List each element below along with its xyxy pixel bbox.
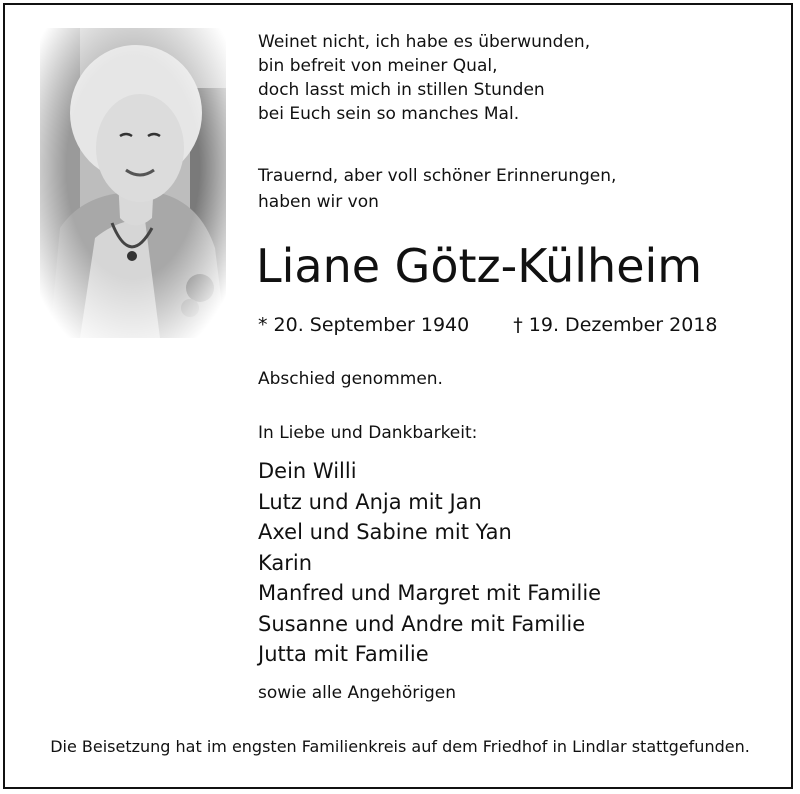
mourner-item: Dein Willi bbox=[258, 459, 357, 483]
intro-line: haben wir von bbox=[258, 192, 379, 212]
portrait-illustration bbox=[40, 28, 226, 338]
deceased-name: Liane Götz-Külheim bbox=[256, 239, 703, 293]
mourner-item: Lutz und Anja mit Jan bbox=[258, 489, 482, 514]
intro-text bbox=[258, 163, 616, 215]
burial-notice: Die Beisetzung hat im engsten Familienkreis auf dem Friedhof in Lindlar stattgefunden. bbox=[50, 737, 750, 756]
death-date: † 19. Dezember 2018 bbox=[513, 314, 718, 336]
mourner-item: Karin bbox=[258, 550, 313, 575]
gratitude-text: In Liebe und Dankbarkeit: bbox=[258, 423, 478, 443]
poem-line: doch lasst mich in stillen Stunden bbox=[258, 80, 545, 100]
mourner-item: Manfred und Margret mit Familie bbox=[258, 581, 602, 605]
life-dates bbox=[258, 312, 718, 338]
poem-line: bin befreit von meiner Qual, bbox=[258, 56, 498, 76]
intro-line: Trauernd, aber voll schöner Erinnerungen, bbox=[258, 166, 617, 186]
mourner-item: Jutta mit Familie bbox=[258, 642, 429, 666]
birth-date: * 20. September 1940 bbox=[258, 314, 470, 336]
portrait-photo bbox=[40, 28, 226, 338]
farewell-text: Abschied genommen. bbox=[258, 369, 443, 389]
poem-line: bei Euch sein so manches Mal. bbox=[258, 104, 520, 124]
mourner-item: Susanne und Andre mit Familie bbox=[258, 611, 586, 636]
mourner-item: Axel und Sabine mit Yan bbox=[258, 520, 512, 544]
mourners-list bbox=[258, 456, 601, 670]
poem bbox=[258, 30, 590, 126]
relatives-text: sowie alle Angehörigen bbox=[258, 683, 457, 703]
poem-line: Weinet nicht, ich habe es überwunden, bbox=[258, 32, 591, 52]
